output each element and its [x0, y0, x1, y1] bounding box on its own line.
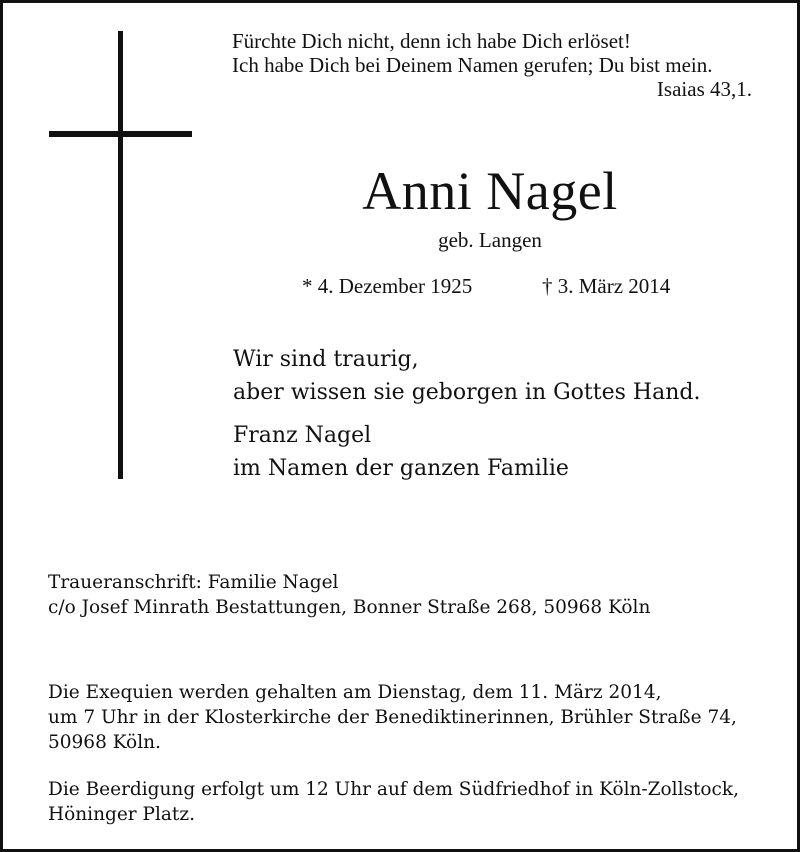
address-line-2: c/o Josef Minrath Bestattungen, Bonner Straße 268, 50968 Köln: [48, 597, 651, 618]
burial-line-1: Die Beerdigung erfolgt um 12 Uhr auf dem Südfriedhof in Köln-Zollstock,: [48, 779, 740, 800]
deceased-name: Anni Nagel: [362, 161, 618, 221]
bible-verse-line-2: Ich habe Dich bei Deinem Namen gerufen; Du bist mein.: [232, 53, 713, 77]
message-line-1: Wir sind traurig,: [233, 347, 419, 372]
exequies-line-3: 50968 Köln.: [48, 732, 161, 753]
death-date: † 3. März 2014: [542, 274, 671, 298]
bible-verse-line-1: Fürchte Dich nicht, denn ich habe Dich erlöset!: [232, 29, 631, 53]
message-line-2: aber wissen sie geborgen in Gottes Hand.: [233, 380, 701, 405]
exequies-line-1: Die Exequien werden gehalten am Dienstag, dem 11. März 2014,: [48, 682, 662, 703]
birth-date: * 4. Dezember 1925: [302, 274, 473, 298]
cross-icon-vertical-beam: [118, 31, 123, 479]
signature-line-1: Franz Nagel: [233, 423, 372, 448]
maiden-name: geb. Langen: [438, 228, 542, 252]
cross-icon-horizontal-beam: [49, 131, 192, 137]
exequies-line-2: um 7 Uhr in der Klosterkirche der Benediktinerinnen, Brühler Straße 74,: [48, 707, 737, 728]
address-line-1: Traueranschrift: Familie Nagel: [48, 572, 339, 593]
signature-line-2: im Namen der ganzen Familie: [233, 456, 569, 481]
burial-line-2: Höninger Platz.: [48, 804, 195, 825]
bible-verse-reference: Isaias 43,1.: [656, 77, 752, 101]
